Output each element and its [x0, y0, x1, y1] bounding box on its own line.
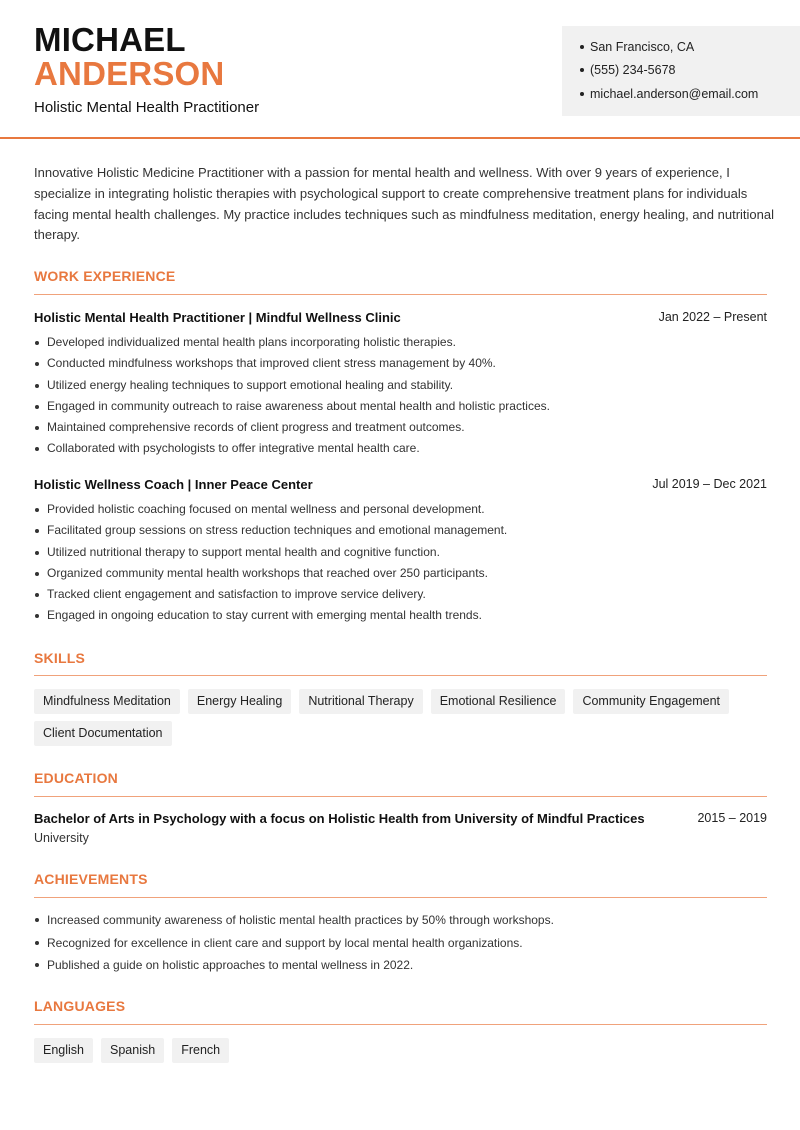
list-item: Recognized for excellence in client care and support by local mental health organizations. [34, 932, 774, 955]
bullet-icon [580, 68, 584, 72]
job-dates-1: Jan 2022 – Present [658, 310, 767, 324]
list-item: Organized community mental health workshops that reached over 250 participants. [34, 563, 774, 584]
job-title: Holistic Mental Health Practitioner [34, 99, 260, 116]
email-text[interactable]: michael.anderson@email.com [590, 87, 759, 101]
list-item: Engaged in community outreach to raise awareness about mental health and holistic practices. [34, 396, 774, 417]
section-title-skills: SKILLS [34, 650, 85, 666]
skills-row-2 [34, 721, 172, 746]
summary-paragraph: Innovative Holistic Medicine Practitioner with a passion for mental health and wellness. With over 9 years of experience, I specialize in integrating holistic therapies with psychological support to create comprehensive treatment plans for individuals facing mental health challenges. My practice includes techniques such as mindfulness meditation, energy healing, and nutritional therapy. [34, 165, 774, 243]
job-bullets-2 [34, 499, 774, 627]
list-item: Maintained comprehensive records of client progress and treatment outcomes. [34, 417, 774, 438]
contact-location [580, 40, 694, 54]
contact-email[interactable] [580, 87, 758, 101]
list-item: Developed individualized mental health plans incorporating holistic therapies. [34, 332, 774, 353]
contact-box [562, 26, 800, 116]
section-title-languages: LANGUAGES [34, 998, 126, 1014]
list-item: Utilized energy healing techniques to support emotional healing and stability. [34, 375, 774, 396]
list-item: Conducted mindfulness workshops that improved client stress management by 40%. [34, 353, 774, 374]
phone-text: (555) 234-5678 [590, 63, 676, 77]
section-divider [34, 675, 767, 676]
job-heading-2: Holistic Wellness Coach | Inner Peace Center [34, 477, 313, 492]
list-item: Collaborated with psychologists to offer integrative mental health care. [34, 438, 774, 459]
section-divider [34, 796, 767, 797]
language-tag: English [34, 1038, 93, 1063]
skill-tag: Client Documentation [34, 721, 172, 746]
job-heading-1: Holistic Mental Health Practitioner | Mindful Wellness Clinic [34, 310, 401, 325]
section-title-achievements: ACHIEVEMENTS [34, 871, 148, 887]
language-tag: French [172, 1038, 229, 1063]
achievements-list [34, 909, 774, 977]
skill-tag: Community Engagement [573, 689, 729, 714]
job-dates-2: Jul 2019 – Dec 2021 [652, 477, 767, 491]
location-text: San Francisco, CA [590, 40, 695, 54]
contact-phone [580, 63, 675, 77]
skill-tag: Nutritional Therapy [299, 689, 422, 714]
skills-row-1 [34, 689, 729, 714]
skill-tag: Energy Healing [188, 689, 291, 714]
list-item: Tracked client engagement and satisfaction to improve service delivery. [34, 584, 774, 605]
list-item: Published a guide on holistic approaches to mental wellness in 2022. [34, 954, 774, 977]
section-divider [34, 1024, 767, 1025]
list-item: Engaged in ongoing education to stay current with emerging mental health trends. [34, 605, 774, 626]
first-name: MICHAEL [34, 21, 186, 58]
bullet-icon [580, 45, 584, 49]
bullet-icon [580, 92, 584, 96]
skill-tag: Mindfulness Meditation [34, 689, 180, 714]
languages-row [34, 1038, 229, 1063]
section-divider [34, 897, 767, 898]
education-dates: 2015 – 2019 [697, 811, 767, 825]
section-title-education: EDUCATION [34, 770, 118, 786]
skill-tag: Emotional Resilience [431, 689, 566, 714]
list-item: Facilitated group sessions on stress reduction techniques and emotional management. [34, 520, 774, 541]
list-item: Utilized nutritional therapy to support mental health and cognitive function. [34, 542, 774, 563]
section-title-work: WORK EXPERIENCE [34, 268, 176, 284]
education-degree: Bachelor of Arts in Psychology with a focus on Holistic Health from University of Mindful Practices [34, 811, 645, 826]
language-tag: Spanish [101, 1038, 164, 1063]
job-bullets-1 [34, 332, 774, 460]
last-name: ANDERSON [34, 55, 225, 92]
resume-header [0, 0, 800, 139]
list-item: Increased community awareness of holistic mental health practices by 50% through workshops. [34, 909, 774, 932]
education-school: University [34, 831, 89, 845]
list-item: Provided holistic coaching focused on mental wellness and personal development. [34, 499, 774, 520]
section-divider [34, 294, 767, 295]
